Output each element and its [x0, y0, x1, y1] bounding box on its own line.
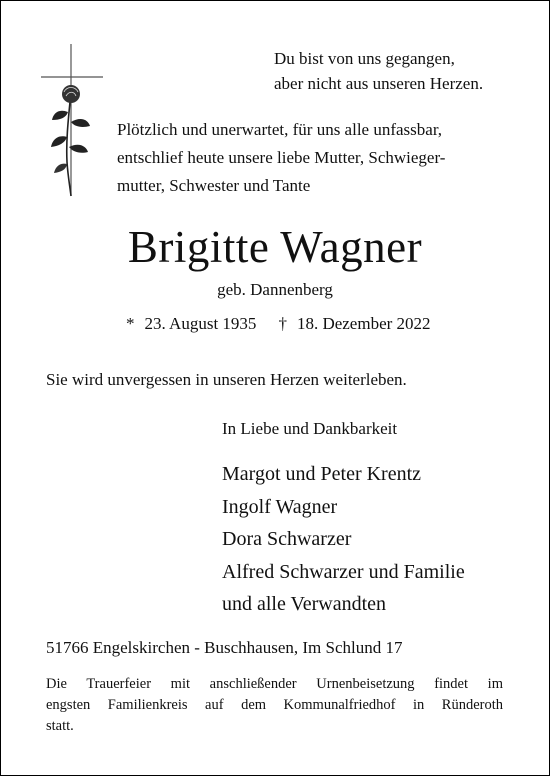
- birth-symbol: *: [126, 314, 135, 333]
- quote-line: aber nicht aus unseren Herzen.: [274, 74, 484, 93]
- notice-line: engsten Familienkreis auf dem Kommunalfriedhof in Ründeroth: [46, 697, 503, 713]
- notice-line: Die Trauerfeier mit anschließender Urnenbeisetzung findet im: [46, 676, 503, 692]
- death-date: 18. Dezember 2022: [296, 314, 431, 333]
- mourner-item: Alfred Schwarzer und Familie: [222, 560, 465, 583]
- mourner-item: und alle Verwandten: [222, 593, 387, 615]
- quote-line: Du bist von uns gegangen,: [274, 49, 455, 68]
- cross-with-rose-icon: [40, 42, 106, 198]
- intro-text: [117, 116, 445, 200]
- notice-line: statt.: [46, 718, 74, 734]
- closing-line: In Liebe und Dankbarkeit: [222, 419, 398, 438]
- life-dates: [126, 314, 431, 334]
- birth-date: 23. August 1935: [144, 314, 257, 333]
- quote-block: [274, 46, 483, 96]
- mourner-item: Ingolf Wagner: [222, 495, 338, 518]
- intro-line: Plötzlich und unerwartet, für uns alle unfassbar,: [117, 120, 443, 139]
- death-symbol: †: [278, 314, 287, 333]
- funeral-notice: [46, 674, 503, 737]
- intro-line: entschlief heute unsere liebe Mutter, Schwieger-: [117, 148, 446, 167]
- birth-name: geb. Dannenberg: [217, 280, 333, 299]
- mourners-list: [222, 458, 465, 621]
- remembrance-line: Sie wird unvergessen in unseren Herzen weiterleben.: [46, 370, 407, 389]
- mourner-item: Margot und Peter Krentz: [222, 463, 422, 485]
- address-line: 51766 Engelskirchen - Buschhausen, Im Schlund 17: [46, 638, 403, 657]
- deceased-name: Brigitte Wagner: [127, 222, 423, 272]
- mourner-item: Dora Schwarzer: [222, 528, 352, 550]
- intro-line: mutter, Schwester und Tante: [117, 176, 311, 195]
